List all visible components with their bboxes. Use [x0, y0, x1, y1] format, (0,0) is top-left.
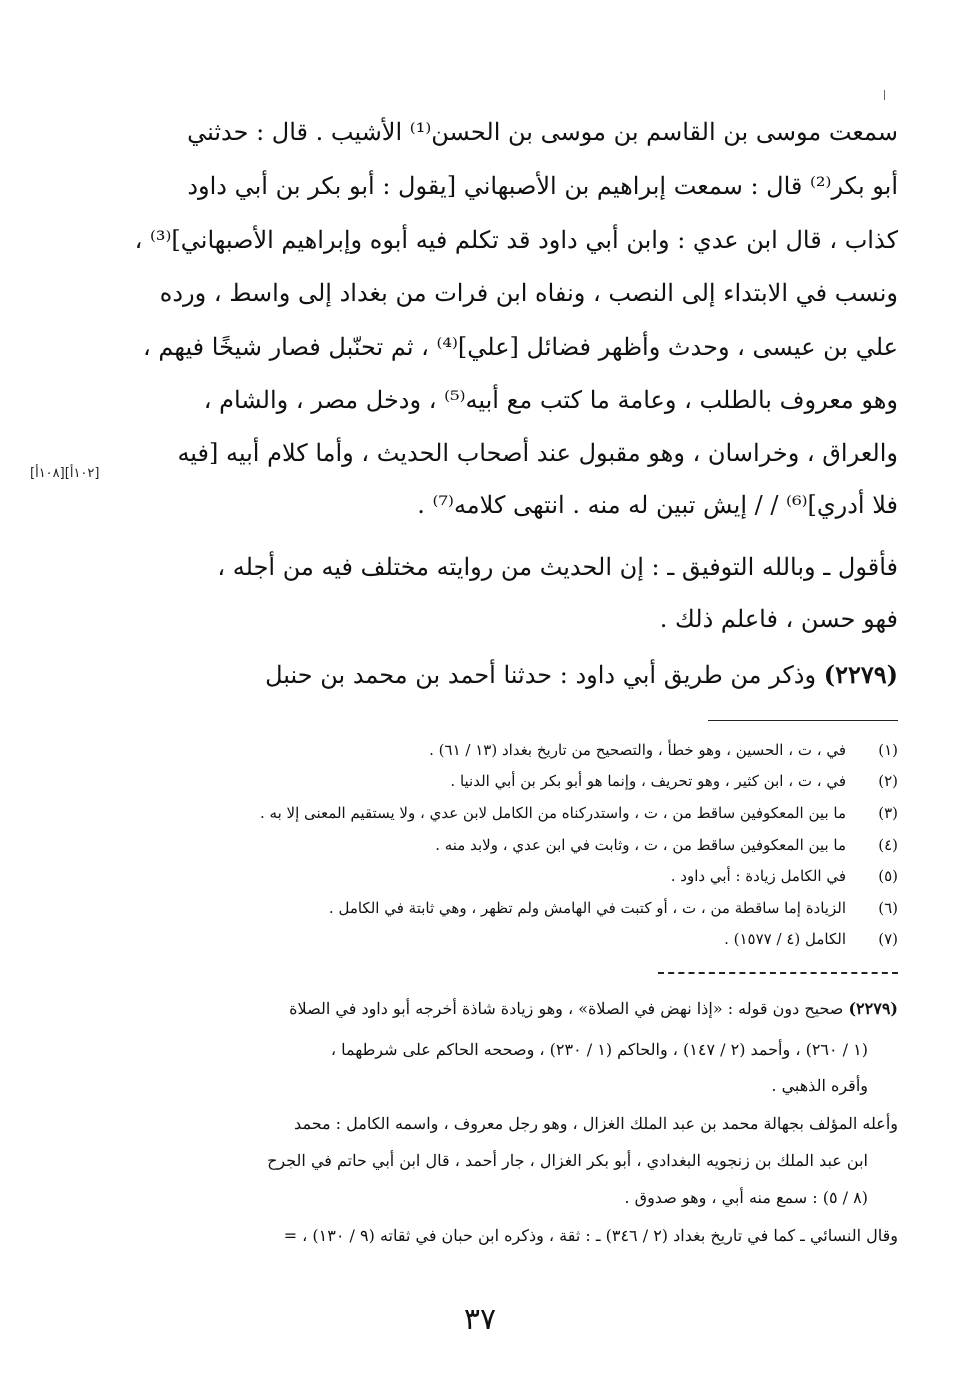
- commentary-line: [178, 998, 898, 1020]
- footnote-number: (٣): [878, 804, 898, 822]
- body-line: وهو معروف بالطلب ، وعامة ما كتب مع أبيه⁽⁵⁾ ، ودخل مصر ، والشام ،: [203, 386, 898, 414]
- hadith-text: وذكر من طريق أبي داود : حدثنا أحمد بن محمد بن حنبل: [265, 661, 824, 689]
- conclusion-line: فأقول ـ وبالله التوفيق ـ : إن الحديث من روايته مختلف فيه من أجله ،: [217, 553, 898, 581]
- body-line: كذاب ، قال ابن عدي : وابن أبي داود قد تكلم فيه أبوه وإبراهيم الأصبهاني]⁽³⁾ ،: [134, 226, 898, 254]
- commentary-line: وقال النسائي ـ كما في تاريخ بغداد (٢ / ٣٤٦) ـ : ثقة ، وذكره ابن حبان في ثقاته (٩ / ١٣٠) ، =: [283, 1226, 898, 1245]
- commentary-line: وأقره الذهبي .: [771, 1076, 868, 1095]
- footnote-number: (٧): [878, 930, 898, 948]
- body-line: سمعت موسى بن القاسم بن موسى بن الحسن⁽¹⁾ الأشيب . قال : حدثني: [187, 118, 898, 146]
- footnote-separator: [708, 720, 898, 721]
- footnote-number: (٤): [878, 836, 898, 854]
- footnote: [248, 740, 898, 760]
- commentary-text: صحيح دون قوله : «إذا نهض في الصلاة» ، وهو زيادة شاذة أخرجه أبو داود في الصلاة: [289, 999, 849, 1018]
- next-hadith-line: [188, 660, 898, 690]
- footnote-text: ما بين المعكوفين ساقط من ، ت ، واستدركناه من الكامل لابن عدي ، ولا يستقيم المعنى إلا به .: [260, 804, 846, 822]
- footnote: [248, 929, 898, 949]
- body-line: فلا أدري]⁽⁶⁾ / / إيش تبين له منه . انتهى كلامه⁽⁷⁾ .: [417, 491, 898, 519]
- commentary-separator: [658, 972, 898, 974]
- conclusion-line: فهو حسن ، فاعلم ذلك .: [659, 605, 898, 633]
- footnote: [248, 866, 898, 886]
- body-line: والعراق ، وخراسان ، وهو مقبول عند أصحاب الحديث ، وأما كلام أبيه [فيه: [177, 439, 898, 467]
- footnote-text: في الكامل زيادة : أبي داود .: [670, 867, 846, 885]
- footnote-text: الكامل (٤ / ١٥٧٧) .: [724, 930, 846, 948]
- body-line: ونسب في الابتداء إلى النصب ، ونفاه ابن فرات من بغداد إلى واسط ، ورده: [159, 279, 898, 307]
- commentary-number: (٢٢٧٩): [848, 999, 898, 1018]
- footnote: [248, 835, 898, 855]
- hadith-number: (٢٢٧٩): [823, 660, 898, 689]
- footnote: [248, 803, 898, 823]
- footnote-number: (٢): [878, 772, 898, 790]
- commentary-line: (١ / ٢٦٠) ، وأحمد (٢ / ١٤٧) ، والحاكم (١ / ٢٣٠) ، وصححه الحاكم على شرطهما ،: [330, 1040, 868, 1059]
- footnote-number: (١): [878, 741, 898, 759]
- footnote-text: في ، ت ، الحسين ، وهو خطأ ، والتصحيح من تاريخ بغداد (١٣ / ٦١) .: [429, 741, 846, 759]
- footnote-number: (٥): [878, 867, 898, 885]
- footnote: [248, 898, 898, 918]
- footnote-text: ما بين المعكوفين ساقط من ، ت ، وثابت في ابن عدي ، ولابد منه .: [435, 836, 846, 854]
- corner-mark: [884, 90, 885, 100]
- commentary-line: وأعله المؤلف بجهالة محمد بن عبد الملك الغزال ، وهو رجل معروف ، واسمه الكامل : محمد: [294, 1114, 898, 1133]
- page-number: ٣٧: [463, 1302, 497, 1337]
- footnote-number: (٦): [878, 899, 898, 917]
- body-line: أبو بكر⁽²⁾ قال : سمعت إبراهيم بن الأصبهاني [يقول : أبو بكر بن أبي داود: [187, 172, 898, 200]
- footnote-text: في ، ت ، ابن كثير ، وهو تحريف ، وإنما هو أبو بكر بن أبي الدنيا .: [450, 772, 846, 790]
- commentary-line: (٨ / ٥) : سمع منه أبي ، وهو صدوق .: [624, 1188, 868, 1207]
- manuscript-folio-reference: [١٠٨أ][١٠٢أ]: [30, 466, 100, 481]
- body-line: علي بن عيسى ، وحدث وأظهر فضائل [علي]⁽⁴⁾ ، ثم تحنّبل فصار شيخًا فيهم ،: [143, 333, 898, 361]
- commentary-line: ابن عبد الملك بن زنجويه البغدادي ، أبو بكر الغزال ، جار أحمد ، قال ابن أبي حاتم في الجرح: [267, 1151, 868, 1170]
- footnote: [248, 771, 898, 791]
- footnote-text: الزيادة إما ساقطة من ، ت ، أو كتبت في الهامش ولم تظهر ، وهي ثابتة في الكامل .: [328, 899, 846, 917]
